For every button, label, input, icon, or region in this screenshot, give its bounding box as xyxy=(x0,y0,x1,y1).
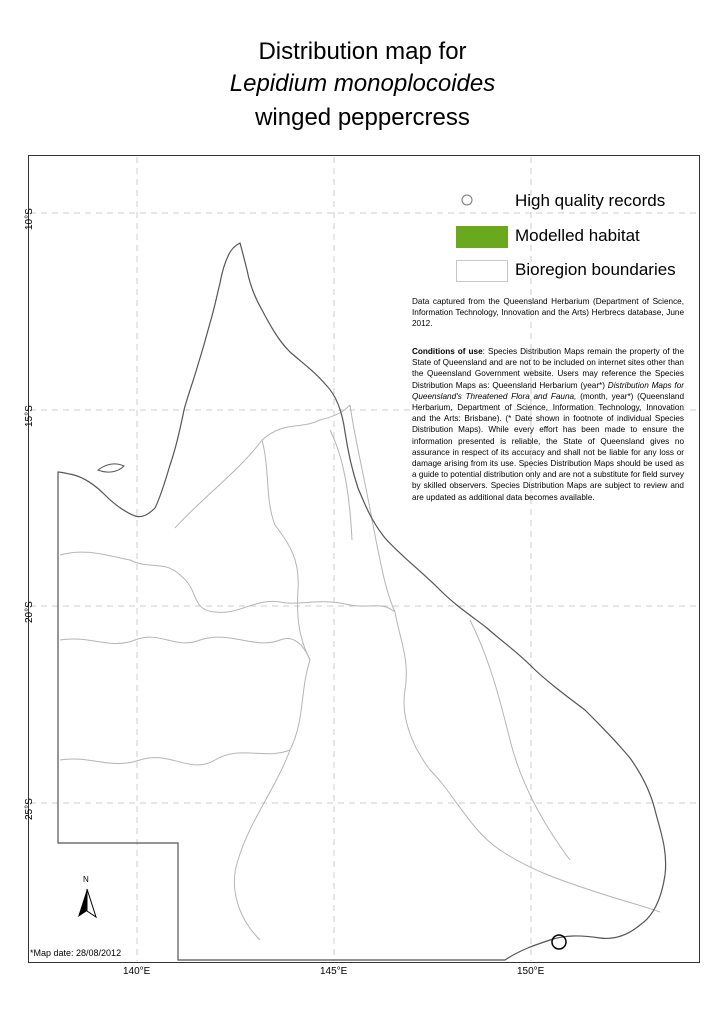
lon-tick-140: 140°E xyxy=(123,966,151,977)
legend-label: Bioregion boundaries xyxy=(515,260,676,279)
map-title-line1: Distribution map for xyxy=(258,38,467,65)
conditions-text-2: (month, year*) (Queensland Herbarium, Department of Science, Information Technology, Innovation and the Arts: Brisbane). (* Date shown in footnote of individual Species Distribution Maps). While every effort has been made to ensure the information presented is reliable, the State of Queensland gives no assurance in respect of its accuracy and shall not be liable for any loss or damage arising from its use. Species Distribution Maps should be used as a guide to potential distribution only and are not a substitute for field survey by skilled observers. Species Distribution Maps are subject to review and are updated as additional data becomes available. xyxy=(412,391,685,502)
conditions-text-1: : Species Distribution Maps remain the property of the State of Queensland and are not to be included on internet sites other than the Queensland Government website. Users may reference the Species Distribution Maps as: Queensland Herbarium (year*) xyxy=(412,347,685,390)
legend-item-habitat xyxy=(455,223,715,249)
conditions-publication: Distribution Maps for Queensland's Threatened Flora and Fauna, xyxy=(412,380,684,401)
mornington-island xyxy=(98,464,124,472)
lon-tick-150: 150°E xyxy=(517,966,545,977)
bioregion-swatch-icon xyxy=(455,257,511,283)
species-common-name: winged peppercress xyxy=(255,104,470,131)
record-symbol-icon xyxy=(455,188,495,214)
legend-item-records xyxy=(455,188,715,214)
species-scientific-name: Lepidium monoplocoides xyxy=(229,70,496,97)
north-arrow-icon xyxy=(74,887,100,921)
legend-label: Modelled habitat xyxy=(515,226,640,245)
conditions-of-use xyxy=(412,346,684,503)
map-date: *Map date: 28/08/2012 xyxy=(30,948,122,958)
lat-tick-20: 20°S xyxy=(24,601,35,623)
legend-item-bioregion xyxy=(455,257,715,283)
north-label: N xyxy=(83,875,89,884)
lat-tick-25: 25°S xyxy=(24,798,35,820)
lat-tick-10: 10°S xyxy=(24,208,35,230)
data-source-note: Data captured from the Queensland Herbarium (Department of Science, Information Technology, Innovation and the Arts) Herbrecs database, June 2012. xyxy=(412,297,684,329)
conditions-heading: Conditions of use xyxy=(412,347,483,356)
north-arrow xyxy=(74,875,100,919)
habitat-swatch-icon xyxy=(455,223,511,249)
lat-tick-15: 15°S xyxy=(24,405,35,427)
lon-tick-145: 145°E xyxy=(320,966,348,977)
legend-label: High quality records xyxy=(515,191,666,210)
